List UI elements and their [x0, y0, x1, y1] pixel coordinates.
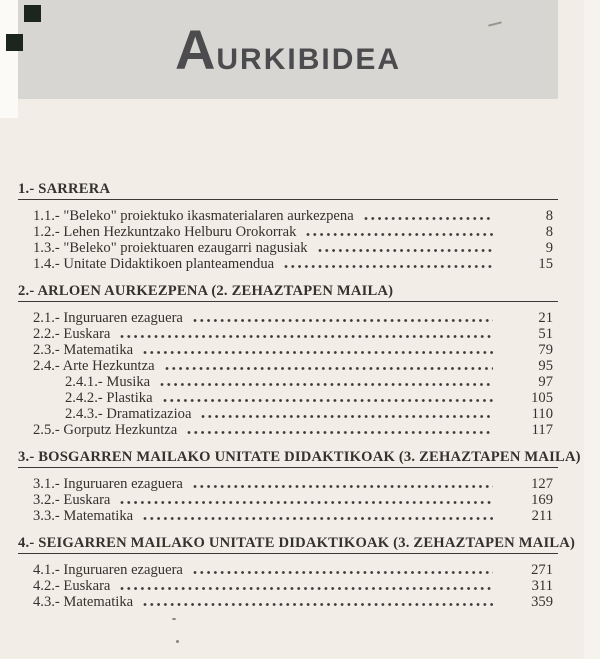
- section-heading: 1.- SARRERA: [18, 182, 558, 200]
- toc-entry: [18, 310, 558, 326]
- dotted-leader: [193, 570, 493, 575]
- toc-entry: [18, 422, 558, 438]
- entry-page-number: 79: [538, 342, 553, 358]
- toc-entry: [18, 594, 558, 610]
- section-entries: [18, 310, 558, 438]
- dotted-leader: [318, 248, 494, 253]
- toc-entry: [18, 578, 558, 594]
- dotted-leader: [165, 366, 493, 371]
- entry-label: 1.3.- "Beleko" proiektuaren ezaugarri nagusiak: [33, 240, 308, 256]
- section-heading: 2.- ARLOEN AURKEZPENA (2. ZEHAZTAPEN MAILA): [18, 284, 558, 302]
- entry-page-number: 21: [538, 310, 553, 326]
- toc-section: [18, 182, 558, 272]
- entry-page-number: 127: [531, 476, 553, 492]
- section-heading: 4.- SEIGARREN MAILAKO UNITATE DIDAKTIKOAK (3. ZEHAZTAPEN MAILA): [18, 536, 558, 554]
- scan-speck: [176, 640, 179, 643]
- entry-page-number: 211: [531, 508, 553, 524]
- section-heading: 3.- BOSGARREN MAILAKO UNITATE DIDAKTIKOAK (3. ZEHAZTAPEN MAILA): [18, 450, 558, 468]
- dotted-leader: [163, 398, 493, 403]
- entry-label: 3.1.- Inguruaren ezaguera: [33, 476, 183, 492]
- toc-entry: [18, 374, 558, 390]
- entry-label: 1.1.- "Beleko" proiektuko ikasmaterialaren aurkezpena: [33, 208, 354, 224]
- entry-label: 2.2.- Euskara: [33, 326, 111, 342]
- toc-entry: [18, 208, 558, 224]
- dotted-leader: [143, 516, 493, 521]
- entry-page-number: 359: [531, 594, 553, 610]
- toc-entry: [18, 224, 558, 240]
- toc-entry: [18, 508, 558, 524]
- dotted-leader: [364, 216, 493, 221]
- toc-entry: [18, 492, 558, 508]
- entry-label: 3.2.- Euskara: [33, 492, 111, 508]
- entry-label: 4.3.- Matematika: [33, 594, 134, 610]
- dotted-leader: [284, 264, 493, 269]
- dotted-leader: [306, 232, 493, 237]
- entry-page-number: 105: [531, 390, 553, 406]
- dotted-leader: [187, 430, 493, 435]
- decorative-square-top: [24, 5, 41, 22]
- toc-entry: [18, 476, 558, 492]
- entry-label: 4.1.- Inguruaren ezaguera: [33, 562, 183, 578]
- toc-entry: [18, 342, 558, 358]
- section-entries: [18, 208, 558, 272]
- entry-label: 2.3.- Matematika: [33, 342, 134, 358]
- entry-page-number: 51: [538, 326, 553, 342]
- entry-label: 1.4.- Unitate Didaktikoen planteamendua: [33, 256, 275, 272]
- dotted-leader: [120, 586, 493, 591]
- toc-entry: [18, 240, 558, 256]
- page-title-rest: URKIBIDEA: [216, 43, 402, 76]
- entry-label: 2.4.3.- Dramatizazioa: [65, 406, 192, 422]
- scan-edge-right: [584, 0, 600, 659]
- entry-page-number: 95: [538, 358, 553, 374]
- section-entries: [18, 476, 558, 524]
- entry-page-number: 311: [531, 578, 553, 594]
- entry-page-number: 8: [545, 208, 553, 224]
- dotted-leader: [193, 318, 493, 323]
- entry-page-number: 8: [545, 224, 553, 240]
- entry-label: 2.4.1.- Musika: [65, 374, 151, 390]
- dotted-leader: [120, 334, 493, 339]
- toc-entry: [18, 358, 558, 374]
- toc-entry: [18, 390, 558, 406]
- scan-edge-left: [0, 0, 18, 118]
- entry-label: 2.1.- Inguruaren ezaguera: [33, 310, 183, 326]
- toc-entry: [18, 256, 558, 272]
- entry-page-number: 97: [538, 374, 553, 390]
- dotted-leader: [120, 500, 493, 505]
- title-banner: [18, 0, 558, 99]
- toc-entry: [18, 326, 558, 342]
- entry-label: 4.2.- Euskara: [33, 578, 111, 594]
- entry-page-number: 110: [531, 406, 553, 422]
- entry-page-number: 271: [531, 562, 553, 578]
- entry-page-number: 9: [545, 240, 553, 256]
- entry-label: 1.2.- Lehen Hezkuntzako Helburu Orokorrak: [33, 224, 297, 240]
- page-title: [174, 18, 402, 81]
- dotted-leader: [193, 484, 493, 489]
- toc-entry: [18, 406, 558, 422]
- scan-speck: [172, 618, 176, 620]
- dotted-leader: [143, 350, 493, 355]
- entry-page-number: 117: [531, 422, 553, 438]
- entry-label: 2.4.- Arte Hezkuntza: [33, 358, 155, 374]
- entry-label: 2.4.2.- Plastika: [65, 390, 153, 406]
- toc-entry: [18, 562, 558, 578]
- toc: [18, 181, 581, 622]
- section-entries: [18, 562, 558, 610]
- entry-page-number: 169: [531, 492, 553, 508]
- entry-label: 3.3.- Matematika: [33, 508, 134, 524]
- toc-section: [18, 535, 576, 610]
- dotted-leader: [143, 602, 493, 607]
- dotted-leader: [201, 414, 493, 419]
- toc-section: [18, 449, 581, 524]
- dotted-leader: [160, 382, 493, 387]
- entry-label: 2.5.- Gorputz Hezkuntza: [33, 422, 178, 438]
- page-title-initial: A: [174, 18, 217, 81]
- decorative-square-side: [6, 34, 23, 51]
- toc-section: [18, 284, 558, 438]
- entry-page-number: 15: [538, 256, 553, 272]
